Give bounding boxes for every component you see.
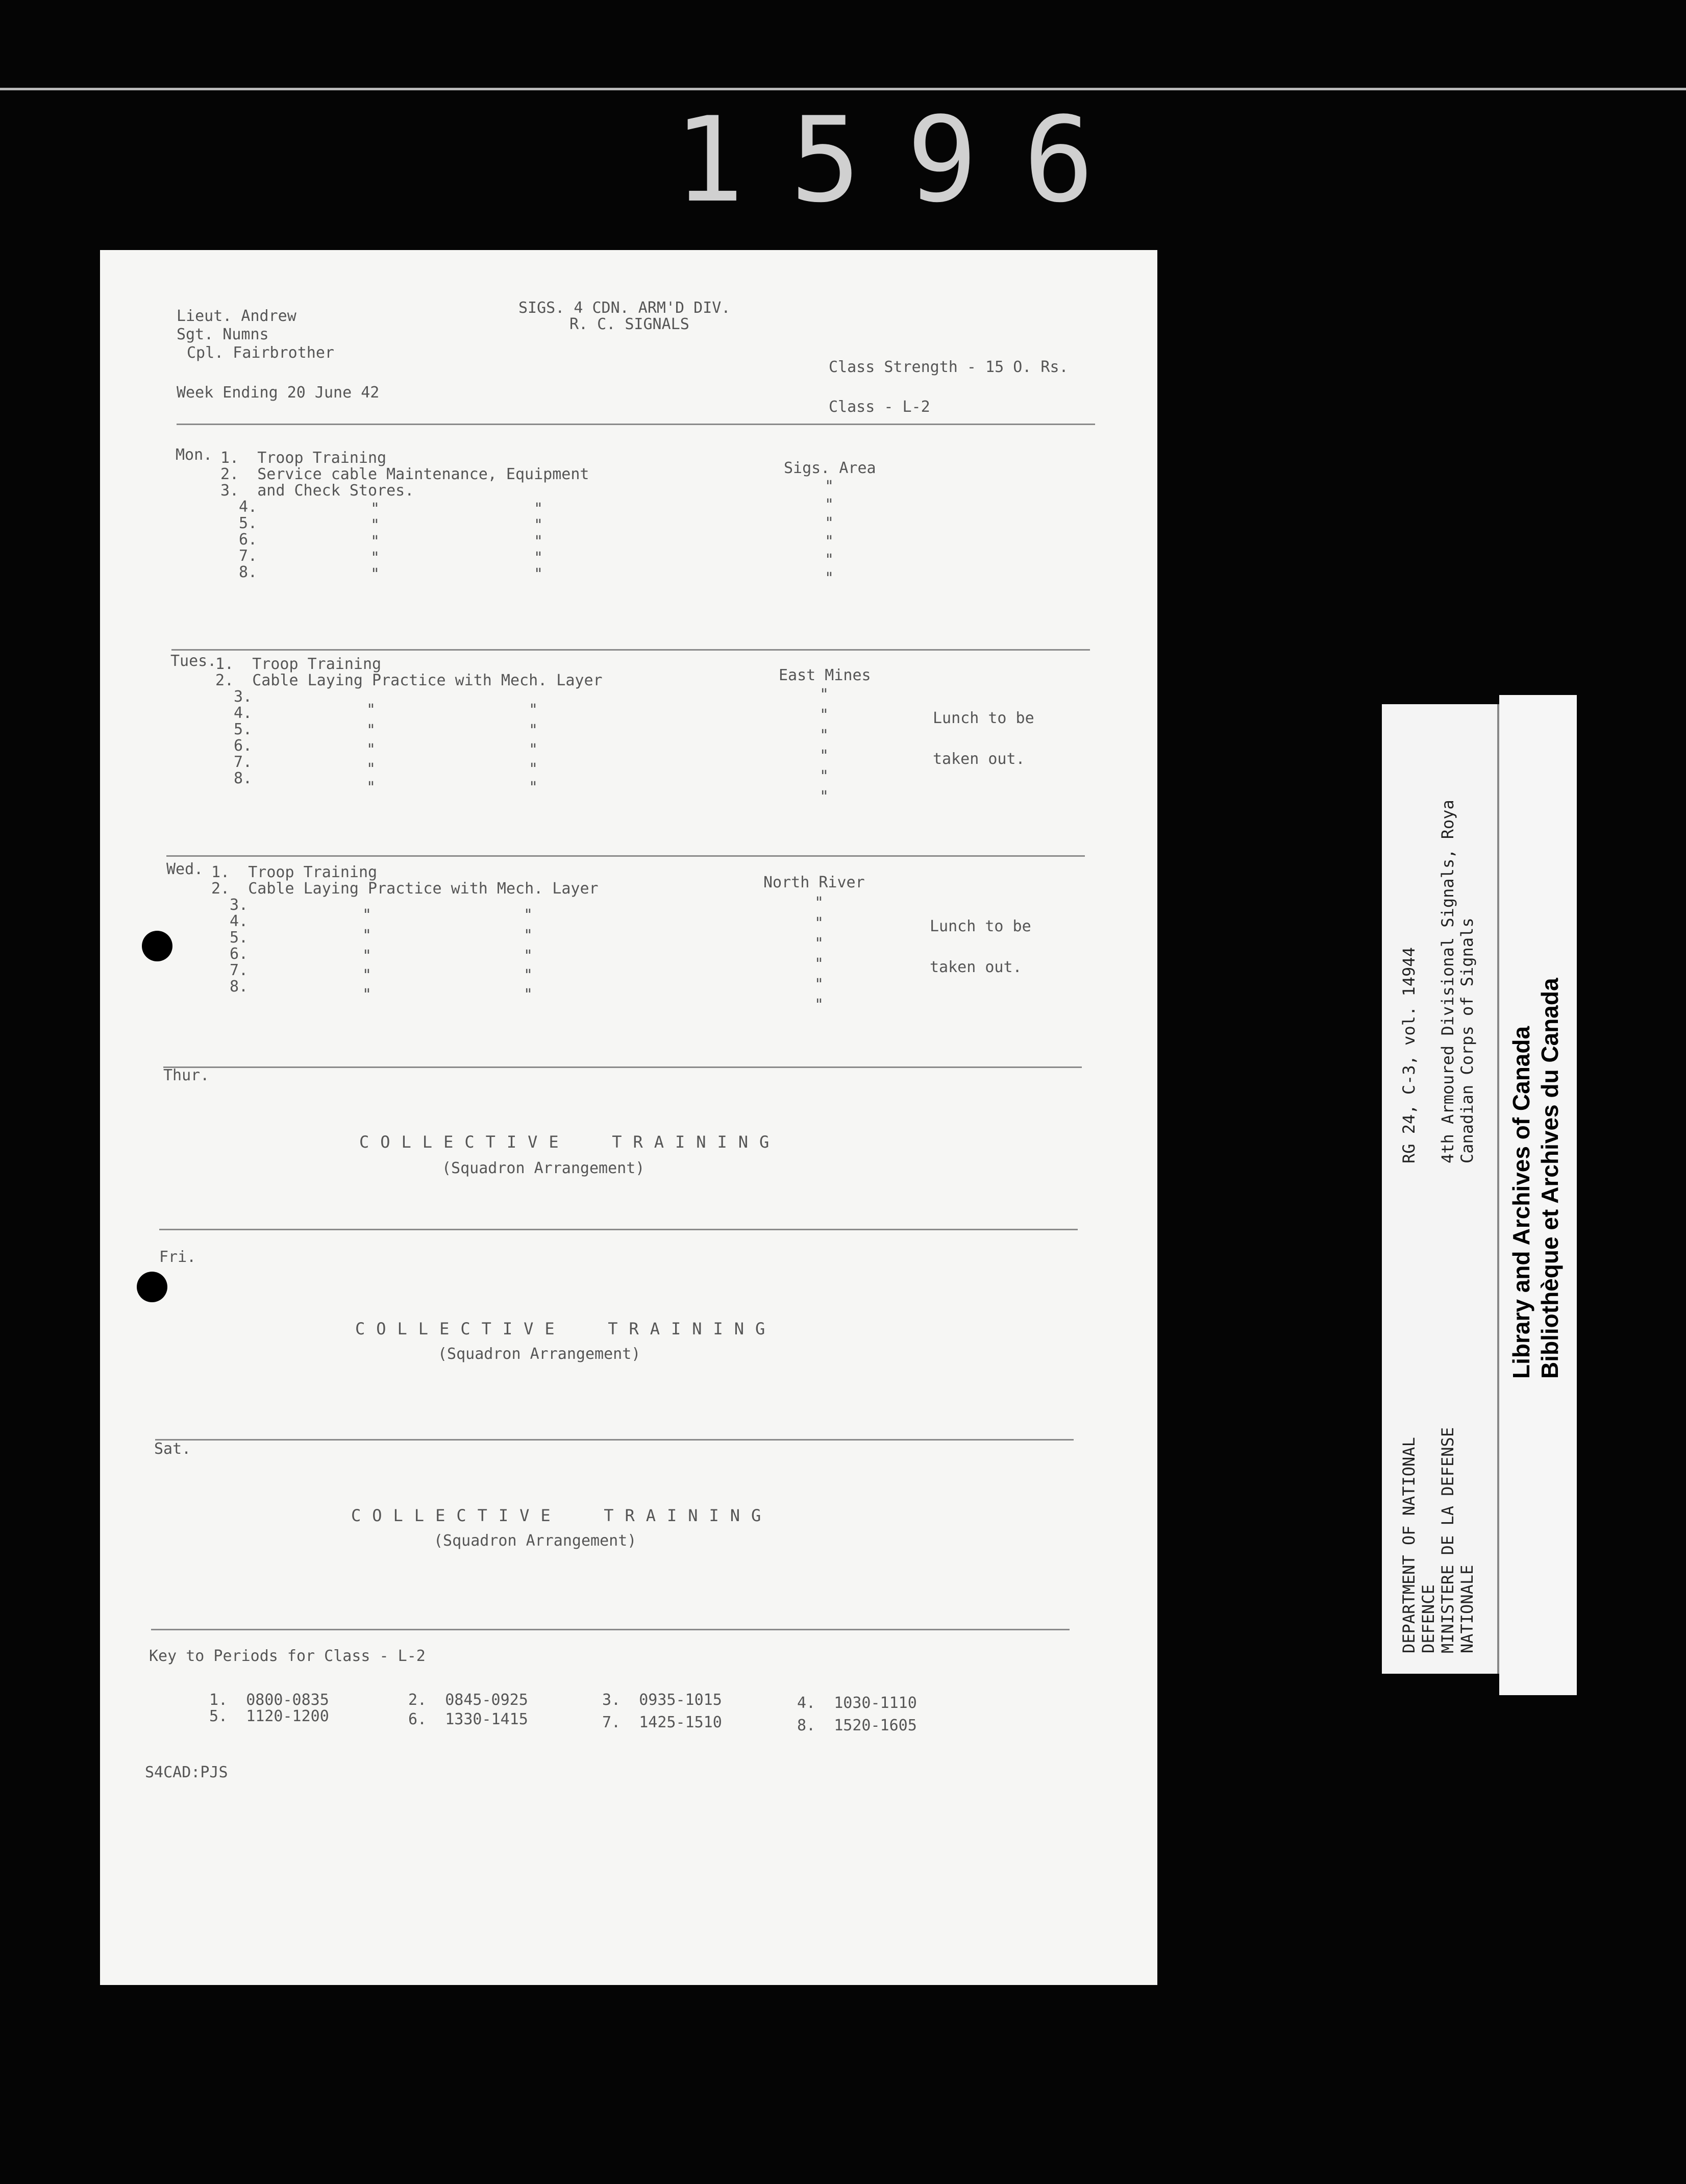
ditto-mark: " xyxy=(366,779,376,797)
ditto-mark: " xyxy=(825,569,834,587)
divider xyxy=(155,1439,1074,1441)
period-num: 4. xyxy=(239,498,258,516)
ditto-mark: " xyxy=(820,747,829,765)
ditto-mark: " xyxy=(825,533,834,551)
lac-english: Library and Archives of Canada xyxy=(1508,1026,1534,1379)
ditto-mark: " xyxy=(814,935,824,953)
mon-location: Sigs. Area xyxy=(784,459,876,477)
ditto-mark: " xyxy=(820,788,829,806)
staff-1: Lieut. Andrew xyxy=(177,307,296,325)
period-num: 7. xyxy=(234,753,253,771)
week-ending: Week Ending 20 June 42 xyxy=(177,384,380,402)
divider xyxy=(159,1229,1078,1230)
scanner-edge-line xyxy=(0,88,1686,90)
wed-period-1: 1. Troop Training xyxy=(211,863,378,881)
tues-lunch-note-2: taken out. xyxy=(933,750,1025,768)
ditto-mark: " xyxy=(524,986,533,1004)
period-num: 7. xyxy=(239,547,258,565)
ditto-mark: " xyxy=(362,947,372,965)
day-wed: Wed. xyxy=(166,860,204,878)
thu-collective-training: COLLECTIVE TRAINING xyxy=(359,1132,781,1152)
class-label: Class - L-2 xyxy=(829,398,930,416)
label-unit-line-1: 4th Armoured Divisional Signals, Roya xyxy=(1438,800,1457,1163)
key-period: 5. 1120-1200 xyxy=(209,1707,329,1725)
ditto-mark: " xyxy=(362,927,372,945)
ditto-mark: " xyxy=(820,767,829,785)
day-tues: Tues. xyxy=(170,652,217,670)
ditto-mark: " xyxy=(820,686,829,704)
ditto-mark: " xyxy=(370,500,380,518)
unit-line-1: SIGS. 4 CDN. ARM'D DIV. xyxy=(518,299,731,317)
ditto-mark: " xyxy=(534,533,543,551)
ditto-mark: " xyxy=(825,496,834,514)
wed-lunch-note-1: Lunch to be xyxy=(930,917,1031,935)
key-period: 2. 0845-0925 xyxy=(408,1691,528,1709)
mon-period-2: 2. Service cable Maintenance, Equipment xyxy=(220,465,589,483)
period-num: 8. xyxy=(230,978,249,996)
lac-french: Bibliothèque et Archives du Canada xyxy=(1536,978,1563,1379)
key-period: 4. 1030-1110 xyxy=(797,1694,917,1712)
sat-collective-training: COLLECTIVE TRAINING xyxy=(351,1506,773,1525)
label-dept-line-4: NATIONALE xyxy=(1457,1565,1477,1653)
reference-code: S4CAD:PJS xyxy=(145,1764,228,1781)
label-dept-line-2: DEFENCE xyxy=(1419,1584,1438,1653)
period-num: 8. xyxy=(234,770,253,787)
divider xyxy=(171,649,1090,651)
period-num: 4. xyxy=(234,704,253,722)
ditto-mark: " xyxy=(825,551,834,569)
ditto-mark: " xyxy=(820,727,829,744)
ditto-mark: " xyxy=(814,996,824,1014)
period-num: 6. xyxy=(230,945,249,963)
ditto-mark: " xyxy=(362,966,372,984)
key-period: 7. 1425-1510 xyxy=(602,1714,722,1731)
ditto-mark: " xyxy=(366,741,376,759)
key-period: 3. 0935-1015 xyxy=(602,1691,722,1709)
label-unit-line-2: Canadian Corps of Signals xyxy=(1457,917,1477,1163)
ditto-mark: " xyxy=(524,947,533,965)
period-num: 3. xyxy=(230,896,249,914)
ditto-mark: " xyxy=(370,549,380,567)
period-num: 4. xyxy=(230,912,249,930)
staff-3: Cpl. Fairbrother xyxy=(187,344,334,362)
tues-location: East Mines xyxy=(779,666,871,684)
fri-collective-training: COLLECTIVE TRAINING xyxy=(355,1319,777,1338)
period-num: 7. xyxy=(230,961,249,979)
ditto-mark: " xyxy=(534,565,543,583)
ditto-mark: " xyxy=(529,701,538,719)
wed-lunch-note-2: taken out. xyxy=(930,958,1022,976)
ditto-mark: " xyxy=(529,760,538,778)
label-dept-line-1: DEPARTMENT OF NATIONAL xyxy=(1399,1437,1419,1653)
staff-2: Sgt. Numns xyxy=(177,326,269,343)
ditto-mark: " xyxy=(814,894,824,912)
period-num: 5. xyxy=(230,929,249,947)
wed-period-2: 2. Cable Laying Practice with Mech. Layer xyxy=(211,880,599,898)
period-num: 5. xyxy=(239,514,258,532)
thu-squadron-arrangement: (Squadron Arrangement) xyxy=(442,1159,645,1177)
unit-line-2: R. C. SIGNALS xyxy=(569,315,689,333)
ditto-mark: " xyxy=(524,927,533,945)
ditto-mark: " xyxy=(814,955,824,973)
punch-hole xyxy=(142,931,172,961)
key-period: 6. 1330-1415 xyxy=(408,1710,528,1728)
ditto-mark: " xyxy=(370,533,380,551)
label-dept-line-3: MINISTERE DE LA DEFENSE xyxy=(1438,1427,1457,1653)
period-num: 6. xyxy=(239,531,258,549)
ditto-mark: " xyxy=(820,706,829,724)
ditto-mark: " xyxy=(534,549,543,567)
period-num: 3. xyxy=(234,688,253,706)
day-mon: Mon. xyxy=(176,446,213,464)
ditto-mark: " xyxy=(814,914,824,932)
tues-period-2: 2. Cable Laying Practice with Mech. Layer xyxy=(215,672,603,689)
key-period: 1. 0800-0835 xyxy=(209,1691,329,1709)
divider xyxy=(177,424,1095,425)
period-num: 6. xyxy=(234,737,253,755)
ditto-mark: " xyxy=(370,516,380,534)
ditto-mark: " xyxy=(534,500,543,518)
day-fri: Fri. xyxy=(159,1248,196,1266)
divider xyxy=(163,1066,1082,1068)
period-num: 5. xyxy=(234,721,253,738)
wed-location: North River xyxy=(763,874,865,891)
ditto-mark: " xyxy=(366,701,376,719)
ditto-mark: " xyxy=(529,741,538,759)
sat-squadron-arrangement: (Squadron Arrangement) xyxy=(434,1532,637,1550)
class-strength: Class Strength - 15 O. Rs. xyxy=(829,358,1069,376)
ditto-mark: " xyxy=(362,986,372,1004)
ditto-mark: " xyxy=(362,906,372,924)
ditto-mark: " xyxy=(825,514,834,532)
ditto-mark: " xyxy=(370,565,380,583)
divider xyxy=(151,1629,1070,1630)
tues-period-1: 1. Troop Training xyxy=(215,655,382,673)
divider xyxy=(166,855,1085,857)
ditto-mark: " xyxy=(366,722,376,739)
punch-hole xyxy=(137,1272,167,1302)
ditto-mark: " xyxy=(534,516,543,534)
mon-period-3: 3. and Check Stores. xyxy=(220,482,414,500)
archive-reference-label xyxy=(1382,704,1499,1674)
mon-period-1: 1. Troop Training xyxy=(220,449,387,467)
label-rg-reference: RG 24, C-3, vol. 14944 xyxy=(1399,947,1419,1163)
key-title: Key to Periods for Class - L-2 xyxy=(149,1647,426,1665)
fri-squadron-arrangement: (Squadron Arrangement) xyxy=(438,1345,641,1363)
lac-label xyxy=(1499,695,1577,1695)
document-page xyxy=(100,250,1157,1985)
day-sat: Sat. xyxy=(154,1440,191,1458)
day-thu: Thur. xyxy=(163,1066,210,1084)
ditto-mark: " xyxy=(529,722,538,739)
key-period: 8. 1520-1605 xyxy=(797,1717,917,1734)
frame-number-stamp: 1596 xyxy=(674,92,1140,229)
ditto-mark: " xyxy=(529,779,538,797)
tues-lunch-note-1: Lunch to be xyxy=(933,709,1034,727)
ditto-mark: " xyxy=(524,966,533,984)
ditto-mark: " xyxy=(814,976,824,994)
ditto-mark: " xyxy=(825,478,834,495)
ditto-mark: " xyxy=(524,906,533,924)
ditto-mark: " xyxy=(366,760,376,778)
period-num: 8. xyxy=(239,563,258,581)
